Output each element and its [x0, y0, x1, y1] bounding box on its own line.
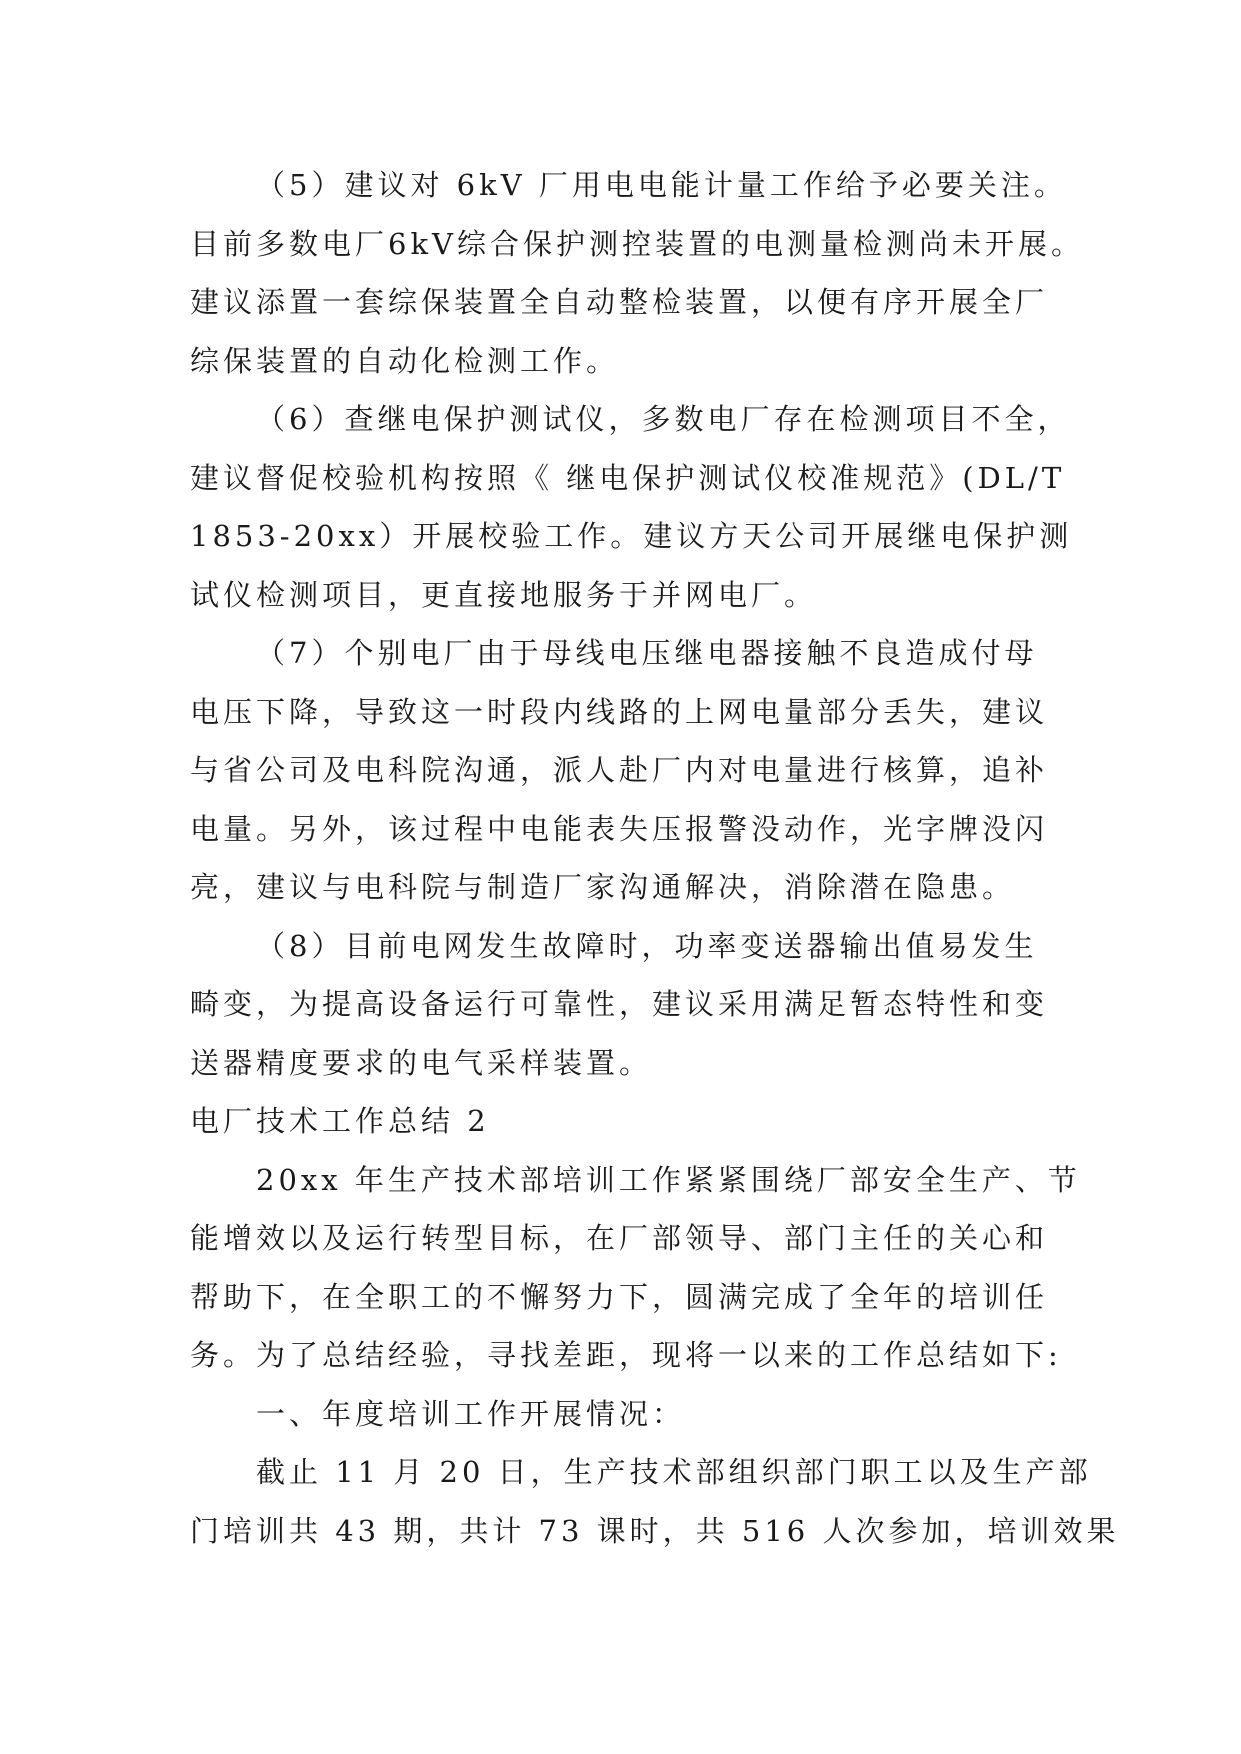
text-line: 试仪检测项目，更直接地服务于并网电厂。	[190, 577, 818, 612]
text-line: 目前多数电厂6kV综合保护测控装置的电测量检测尚未开展。	[190, 226, 1084, 261]
text-line: 电压下降，导致这一时段内线路的上网电量部分丢失，建议	[190, 694, 1049, 729]
text-line: 送器精度要求的电气采样装置。	[190, 1045, 653, 1080]
text-line: 亮，建议与电科院与制造厂家沟通解决，消除潜在隐患。	[190, 870, 1016, 904]
text-line: 截止 11 月 20 日，生产技术部组织部门职工以及生产部	[256, 1455, 1092, 1489]
text-line: 畸变，为提高设备运行可靠性，建议采用满足暂态特性和变	[190, 987, 1049, 1021]
text-line: （6）查继电保护测试仪，多数电厂存在检测项目不全，	[256, 402, 1071, 436]
subsection-heading: 一、年度培训工作开展情况：	[256, 1396, 686, 1431]
text-line: （7）个别电厂由于母线电压继电器接触不良造成付母	[256, 636, 1038, 670]
text-line: 帮助下，在全职工的不懈努力下，圆满完成了全年的培训任	[190, 1279, 1049, 1314]
text-line: 门培训共 43 期，共计 73 课时，共 516 人次参加，培训效果	[190, 1513, 1120, 1548]
text-line: 1853-20xx）开展校验工作。建议方天公司开展继电保护测	[190, 519, 1073, 553]
document-body	[190, 156, 1120, 1560]
text-line: （8）目前电网发生故障时，功率变送器输出值易发生	[256, 928, 1038, 963]
text-line: 电量。另外，该过程中电能表失压报警没动作，光字牌没闪	[190, 811, 1049, 846]
text-line: 建议添置一套综保装置全自动整检装置，以便有序开展全厂	[190, 285, 1049, 319]
text-line: （5）建议对 6kV 厂用电电能计量工作给予必要关注。	[256, 168, 1067, 202]
text-line: 20xx 年生产技术部培训工作紧紧围绕厂部安全生产、节	[256, 1162, 1081, 1197]
text-line: 能增效以及运行转型目标，在厂部领导、部门主任的关心和	[190, 1221, 1049, 1255]
text-line: 建议督促校验机构按照《 继电保护测试仪校准规范》(DL/T	[190, 460, 1066, 495]
text-line: 务。为了总结经验，寻找差距，现将一以来的工作总结如下:	[190, 1338, 1062, 1372]
section-heading: 电厂技术工作总结 2	[190, 1104, 490, 1138]
text-line: 与省公司及电科院沟通，派人赴厂内对电量进行核算，追补	[190, 753, 1049, 787]
text-line: 综保装置的自动化检测工作。	[190, 343, 620, 378]
